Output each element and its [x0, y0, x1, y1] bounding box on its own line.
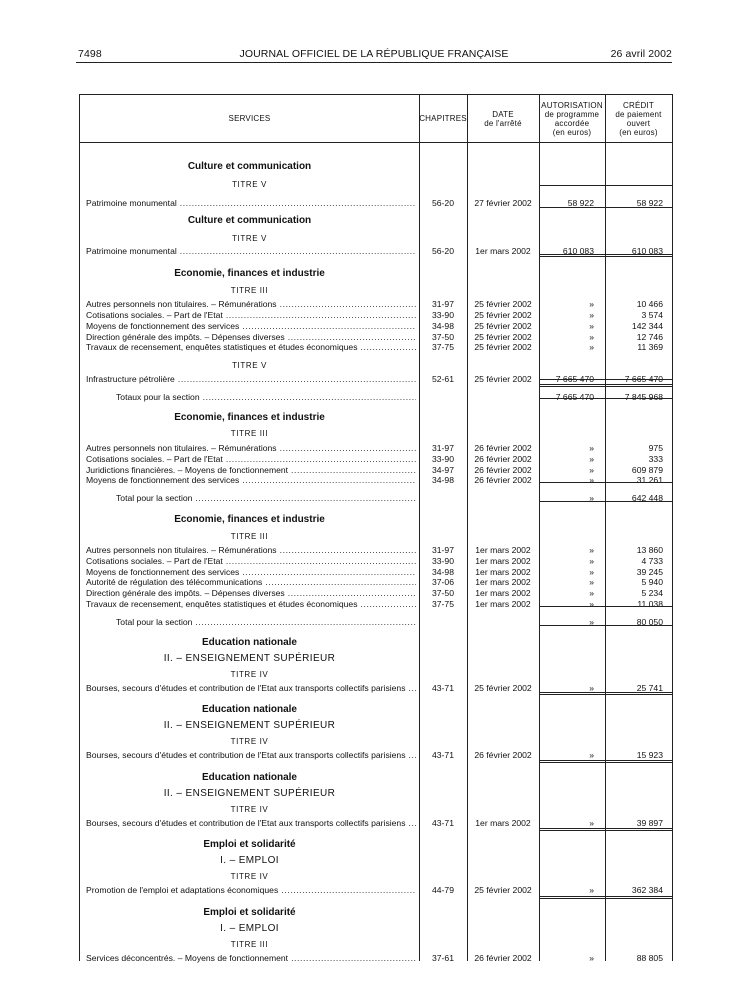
row-autorisation: » — [589, 577, 594, 587]
row-date: 27 février 2002 — [474, 198, 532, 208]
section-title: Education nationale — [201, 637, 297, 648]
journal-title: JOURNAL OFFICIEL DE LA RÉPUBLIQUE FRANÇAISE — [239, 48, 509, 60]
titre-heading: TITRE V — [232, 234, 267, 243]
row-date: 26 février 2002 — [474, 475, 532, 485]
row-date: 26 février 2002 — [474, 465, 532, 475]
row-label: Moyens de fonctionnement des services ..... — [86, 474, 416, 486]
section-subtitle: II. – ENSEIGNEMENT SUPÉRIEUR — [163, 653, 336, 664]
row-date: 1er mars 2002 — [475, 818, 531, 828]
row-autorisation: » — [589, 599, 594, 609]
row-label: Direction générale des impôts. – Dépenses diverses ..... — [86, 331, 416, 343]
total-row — [80, 391, 672, 403]
row-credit: 609 879 — [631, 465, 663, 475]
section-title: Culture et communication — [187, 215, 312, 226]
row-label: Total pour la section ..... — [116, 616, 416, 628]
amount-rule — [605, 896, 672, 899]
row-chapitre: 31-97 — [432, 545, 454, 555]
row-label: Moyens de fonctionnement des services ..... — [86, 320, 416, 332]
titre-heading: TITRE IV — [230, 872, 269, 881]
section-subtitle: I. – EMPLOI — [220, 855, 279, 866]
table-row — [80, 884, 672, 896]
row-credit: 25 741 — [636, 683, 663, 693]
section-title: Emploi et solidarité — [203, 839, 296, 850]
row-autorisation: » — [589, 617, 594, 627]
amount-rule — [539, 207, 605, 208]
row-chapitre: 56-20 — [432, 246, 454, 256]
row-autorisation: » — [589, 342, 594, 352]
col-header-services: SERVICES — [228, 114, 271, 123]
row-label: Direction générale des impôts. – Dépenses diverses ..... — [86, 587, 416, 599]
row-credit: 58 922 — [636, 198, 663, 208]
header-bottom-rule — [80, 142, 672, 143]
row-chapitre: 52-61 — [432, 374, 454, 384]
amount-rule — [539, 384, 605, 387]
section-title: Education nationale — [201, 704, 297, 715]
row-autorisation: 58 922 — [567, 198, 594, 208]
row-credit: 10 466 — [636, 299, 663, 309]
row-autorisation: » — [589, 310, 594, 320]
section-title: Culture et communication — [187, 161, 312, 172]
row-credit: 7 665 470 — [624, 374, 663, 384]
row-label: Totaux pour la section ..... — [116, 391, 416, 403]
row-chapitre: 37-50 — [432, 588, 454, 598]
row-chapitre: 31-97 — [432, 443, 454, 453]
page-number: 7498 — [78, 48, 102, 60]
row-credit: 7 845 968 — [624, 392, 663, 402]
issue-date: 26 avril 2002 — [610, 48, 672, 60]
row-chapitre: 31-97 — [432, 299, 454, 309]
row-label: Moyens de fonctionnement des services ..... — [86, 566, 416, 578]
amount-rule — [605, 606, 672, 607]
row-autorisation: » — [589, 885, 594, 895]
total-row — [80, 616, 672, 628]
row-date: 25 février 2002 — [474, 374, 532, 384]
row-date: 25 février 2002 — [474, 321, 532, 331]
row-date: 26 février 2002 — [474, 953, 532, 963]
table-row — [80, 474, 672, 486]
table-row — [80, 598, 672, 610]
row-date: 1er mars 2002 — [475, 545, 531, 555]
row-label: Services déconcentrés. – Moyens de fonctionnement ..... — [86, 952, 416, 964]
row-date: 25 février 2002 — [474, 885, 532, 895]
titre-heading: TITRE IV — [230, 805, 269, 814]
row-label: Travaux de recensement, enquêtes statistiques et études économiques ..... — [86, 598, 416, 610]
row-date: 1er mars 2002 — [475, 567, 531, 577]
amount-rule — [605, 207, 672, 208]
amount-rule — [605, 185, 672, 186]
row-autorisation: 7 665 470 — [555, 374, 594, 384]
titre-heading: TITRE V — [232, 180, 267, 189]
row-chapitre: 37-75 — [432, 342, 454, 352]
row-date: 25 février 2002 — [474, 299, 532, 309]
row-chapitre: 37-50 — [432, 332, 454, 342]
row-date: 25 février 2002 — [474, 342, 532, 352]
column-divider — [605, 95, 606, 961]
amount-rule — [539, 482, 605, 483]
row-label: Cotisations sociales. – Part de l'Etat ..... — [86, 453, 416, 465]
row-autorisation: » — [589, 953, 594, 963]
row-autorisation: » — [589, 321, 594, 331]
amount-rule — [539, 760, 605, 763]
titre-heading: TITRE V — [232, 361, 267, 370]
row-date: 26 février 2002 — [474, 750, 532, 760]
row-chapitre: 43-71 — [432, 683, 454, 693]
section-title: Education nationale — [201, 772, 297, 783]
row-chapitre: 33-90 — [432, 454, 454, 464]
row-date: 25 février 2002 — [474, 310, 532, 320]
row-label: Infrastructure pétrolière ..... — [86, 373, 416, 385]
amount-rule — [539, 379, 605, 380]
row-label: Travaux de recensement, enquêtes statistiques et études économiques ..... — [86, 341, 416, 353]
row-autorisation: 7 665 470 — [555, 392, 594, 402]
row-label: Cotisations sociales. – Part de l'Etat ..... — [86, 309, 416, 321]
row-date: 1er mars 2002 — [475, 246, 531, 256]
row-credit: 3 574 — [641, 310, 663, 320]
row-date: 26 février 2002 — [474, 443, 532, 453]
row-credit: 975 — [648, 443, 663, 453]
amount-rule — [539, 692, 605, 695]
amount-rule — [605, 254, 672, 257]
row-credit: 11 038 — [637, 599, 663, 609]
row-chapitre: 33-90 — [432, 310, 454, 320]
row-chapitre: 56-20 — [432, 198, 454, 208]
row-autorisation: » — [589, 683, 594, 693]
row-label: Patrimoine monumental ..... — [86, 197, 416, 209]
row-date: 1er mars 2002 — [475, 599, 531, 609]
titre-heading: TITRE III — [230, 429, 269, 438]
row-chapitre: 43-71 — [432, 750, 454, 760]
row-autorisation: » — [589, 556, 594, 566]
table-row — [80, 952, 672, 964]
amount-rule — [605, 379, 672, 380]
col-header-credit: CRÉDIT de paiement ouvert (en euros) — [615, 100, 662, 137]
row-autorisation: » — [589, 299, 594, 309]
row-credit: 333 — [648, 454, 663, 464]
row-autorisation: » — [589, 567, 594, 577]
table-row — [80, 341, 672, 353]
amount-rule — [605, 625, 672, 626]
row-autorisation: » — [589, 588, 594, 598]
amount-rule — [539, 896, 605, 899]
amount-rule — [539, 606, 605, 607]
column-divider — [419, 95, 420, 961]
column-divider — [539, 95, 540, 961]
titre-heading: TITRE III — [230, 532, 269, 541]
row-credit: 362 384 — [631, 885, 663, 895]
row-credit: 4 733 — [641, 556, 663, 566]
row-autorisation: » — [589, 545, 594, 555]
row-credit: 31 261 — [636, 475, 663, 485]
row-chapitre: 34-98 — [432, 475, 454, 485]
row-chapitre: 44-79 — [432, 885, 454, 895]
amount-rule — [539, 625, 605, 626]
amount-rule — [605, 501, 672, 502]
row-credit: 5 234 — [641, 588, 663, 598]
row-label: Autorité de régulation des télécommunications ..... — [86, 576, 416, 588]
row-credit: 15 923 — [636, 750, 663, 760]
row-autorisation: » — [589, 465, 594, 475]
row-credit: 13 860 — [636, 545, 663, 555]
row-date: 1er mars 2002 — [475, 588, 531, 598]
amount-rule — [605, 760, 672, 763]
row-label: Bourses, secours d'études et contribution de l'Etat aux transports collectifs parisiens ..... — [86, 817, 416, 829]
row-label: Total pour la section ..... — [116, 492, 416, 504]
row-date: 1er mars 2002 — [475, 577, 531, 587]
row-chapitre: 37-61 — [432, 953, 454, 963]
section-subtitle: II. – ENSEIGNEMENT SUPÉRIEUR — [163, 720, 336, 731]
row-label: Cotisations sociales. – Part de l'Etat ..... — [86, 555, 416, 567]
row-autorisation: 610 083 — [562, 246, 594, 256]
amount-rule — [605, 384, 672, 387]
row-label: Patrimoine monumental ..... — [86, 245, 416, 257]
amount-rule — [539, 254, 605, 257]
row-chapitre: 34-97 — [432, 465, 454, 475]
row-autorisation: » — [589, 454, 594, 464]
row-autorisation: » — [589, 750, 594, 760]
row-date: 25 février 2002 — [474, 332, 532, 342]
row-label: Promotion de l'emploi et adaptations économiques ..... — [86, 884, 416, 896]
row-chapitre: 43-71 — [432, 818, 454, 828]
col-header-chapitres: CHAPITRES — [419, 114, 467, 123]
row-credit: 142 344 — [631, 321, 663, 331]
row-autorisation: » — [589, 493, 594, 503]
row-credit: 88 805 — [636, 953, 663, 963]
section-subtitle: I. – EMPLOI — [220, 923, 279, 934]
header-rule — [76, 62, 672, 63]
section-title: Emploi et solidarité — [203, 907, 296, 918]
row-label: Bourses, secours d'études et contribution de l'Etat aux transports collectifs parisiens ..... — [86, 749, 416, 761]
amount-rule — [605, 398, 672, 399]
amount-rule — [539, 828, 605, 831]
row-credit: 80 050 — [636, 617, 663, 627]
section-title: Economie, finances et industrie — [174, 412, 325, 423]
row-date: 25 février 2002 — [474, 683, 532, 693]
row-label: Bourses, secours d'études et contribution de l'Etat aux transports collectifs parisiens ..... — [86, 682, 416, 694]
section-title: Economie, finances et industrie — [174, 514, 325, 525]
row-label: Autres personnels non titulaires. – Rémunérations ..... — [86, 544, 416, 556]
row-credit: 610 083 — [631, 246, 663, 256]
amount-rule — [539, 398, 605, 399]
appropriations-table — [79, 94, 673, 961]
row-chapitre: 37-06 — [432, 577, 454, 587]
row-autorisation: » — [589, 332, 594, 342]
row-chapitre: 34-98 — [432, 321, 454, 331]
row-credit: 5 940 — [641, 577, 663, 587]
section-title: Economie, finances et industrie — [174, 268, 325, 279]
row-autorisation: » — [589, 818, 594, 828]
row-label: Autres personnels non titulaires. – Rémunérations ..... — [86, 298, 416, 310]
amount-rule — [605, 482, 672, 483]
row-credit: 11 369 — [637, 342, 663, 352]
col-header-date: DATE de l'arrêté — [484, 109, 522, 128]
amount-rule — [605, 692, 672, 695]
column-divider — [467, 95, 468, 961]
row-autorisation: » — [589, 475, 594, 485]
section-subtitle: II. – ENSEIGNEMENT SUPÉRIEUR — [163, 788, 336, 799]
amount-rule — [539, 185, 605, 186]
row-credit: 642 448 — [631, 493, 663, 503]
titre-heading: TITRE IV — [230, 670, 269, 679]
titre-heading: TITRE IV — [230, 737, 269, 746]
row-chapitre: 34-98 — [432, 567, 454, 577]
total-row — [80, 492, 672, 504]
amount-rule — [539, 501, 605, 502]
row-date: 1er mars 2002 — [475, 556, 531, 566]
row-label: Juridictions financières. – Moyens de fonctionnement ..... — [86, 464, 416, 476]
row-credit: 39 897 — [636, 818, 663, 828]
amount-rule — [605, 828, 672, 831]
titre-heading: TITRE III — [230, 286, 269, 295]
row-credit: 12 746 — [636, 332, 663, 342]
row-autorisation: » — [589, 443, 594, 453]
row-chapitre: 33-90 — [432, 556, 454, 566]
row-label: Autres personnels non titulaires. – Rémunérations ..... — [86, 442, 416, 454]
row-date: 26 février 2002 — [474, 454, 532, 464]
col-header-autorisation: AUTORISATION de programme accordée (en euros) — [541, 100, 603, 137]
row-chapitre: 37-75 — [432, 599, 454, 609]
titre-heading: TITRE III — [230, 940, 269, 949]
row-credit: 39 245 — [636, 567, 663, 577]
